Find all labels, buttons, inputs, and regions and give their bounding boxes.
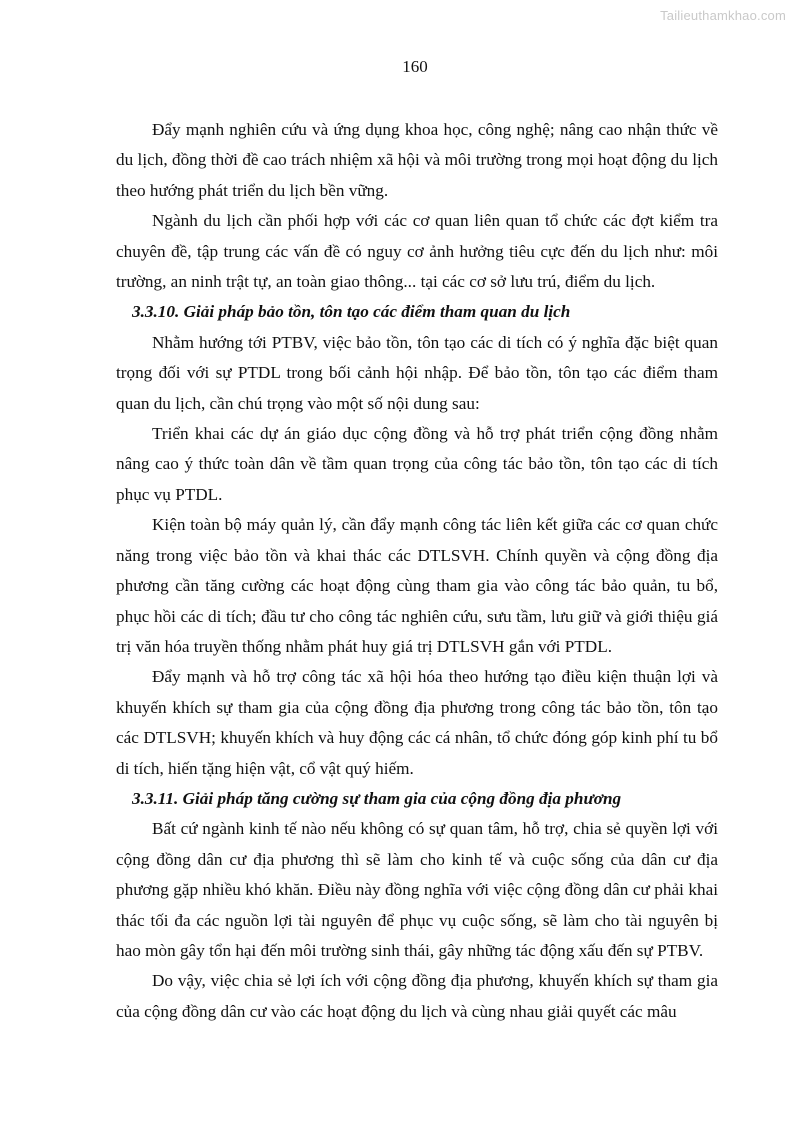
page-number: 160 [402,57,428,76]
watermark-text: Tailieuthamkhao.com [660,8,786,23]
paragraph: Triển khai các dự án giáo dục cộng đồng và hỗ trợ phát triển cộng đồng nhằm nâng cao ý thức toàn dân về tầm quan trọng của công tác bảo tồn, tôn tạo các di tích phục vụ PTDL. [116,424,718,504]
paragraph: Ngành du lịch cần phối hợp với các cơ quan liên quan tổ chức các đợt kiểm tra chuyên đề, tập trung các vấn đề có nguy cơ ảnh hưởng tiêu cực đến du lịch như: môi trường, an ninh trật tự, an toàn giao thông... tại các cơ sở lưu trú, điểm du lịch. [116,211,718,292]
paragraph: Kiện toàn bộ máy quản lý, cần đẩy mạnh công tác liên kết giữa các cơ quan chức năng trong việc bảo tồn và khai thác các DTLSVH. Chính quyền và cộng đồng địa phương cần tăng cường các hoạt động cùng tham gia vào công tác bảo quản, tu bổ, phục hồi các di tích; đầu tư cho công tác nghiên cứu, sưu tầm, lưu giữ và giới thiệu giá trị văn hóa truyền thống nhằm phát huy giá trị DTLSVH gắn với PTDL. [116,515,718,656]
section-heading: 3.3.10. Giải pháp bảo tồn, tôn tạo các điểm tham quan du lịch [132,302,571,322]
section-heading: 3.3.11. Giải pháp tăng cường sự tham gia của cộng đồng địa phương [132,788,622,808]
paragraph: Do vậy, việc chia sẻ lợi ích với cộng đồng địa phương, khuyến khích sự tham gia của cộng đồng dân cư vào các hoạt động du lịch và cùng nhau giải quyết các mâu [116,971,718,1021]
paragraph: Đẩy mạnh và hỗ trợ công tác xã hội hóa theo hướng tạo điều kiện thuận lợi và khuyến khích sự tham gia của cộng đồng địa phương trong công tác bảo tồn, tôn tạo các DTLSVH; khuyến khích và huy động các cá nhân, tổ chức đóng góp kinh phí tu bổ di tích, hiến tặng hiện vật, cổ vật quý hiếm. [116,667,718,778]
document-body [116,115,718,1027]
paragraph: Bất cứ ngành kinh tế nào nếu không có sự quan tâm, hỗ trợ, chia sẻ quyền lợi với cộng đồng dân cư địa phương thì sẽ làm cho kinh tế và cuộc sống của dân cư địa phương gặp nhiều khó khăn. Điều này đồng nghĩa với việc cộng đồng dân cư phải khai thác tối đa các nguồn lợi tài nguyên để phục vụ cuộc sống, sẽ làm cho tài nguyên bị hao mòn gây tổn hại đến môi trường sinh thái, gây những tác động xấu đến sự PTBV. [116,819,718,960]
paragraph: Nhằm hướng tới PTBV, việc bảo tồn, tôn tạo các di tích có ý nghĩa đặc biệt quan trọng đối với sự PTDL trong bối cảnh hội nhập. Để bảo tồn, tôn tạo các điểm tham quan du lịch, cần chú trọng vào một số nội dung sau: [116,332,718,413]
paragraph: Đẩy mạnh nghiên cứu và ứng dụng khoa học, công nghệ; nâng cao nhận thức về du lịch, đồng thời đề cao trách nhiệm xã hội và môi trường trong mọi hoạt động du lịch theo hướng phát triển du lịch bền vững. [116,120,718,200]
